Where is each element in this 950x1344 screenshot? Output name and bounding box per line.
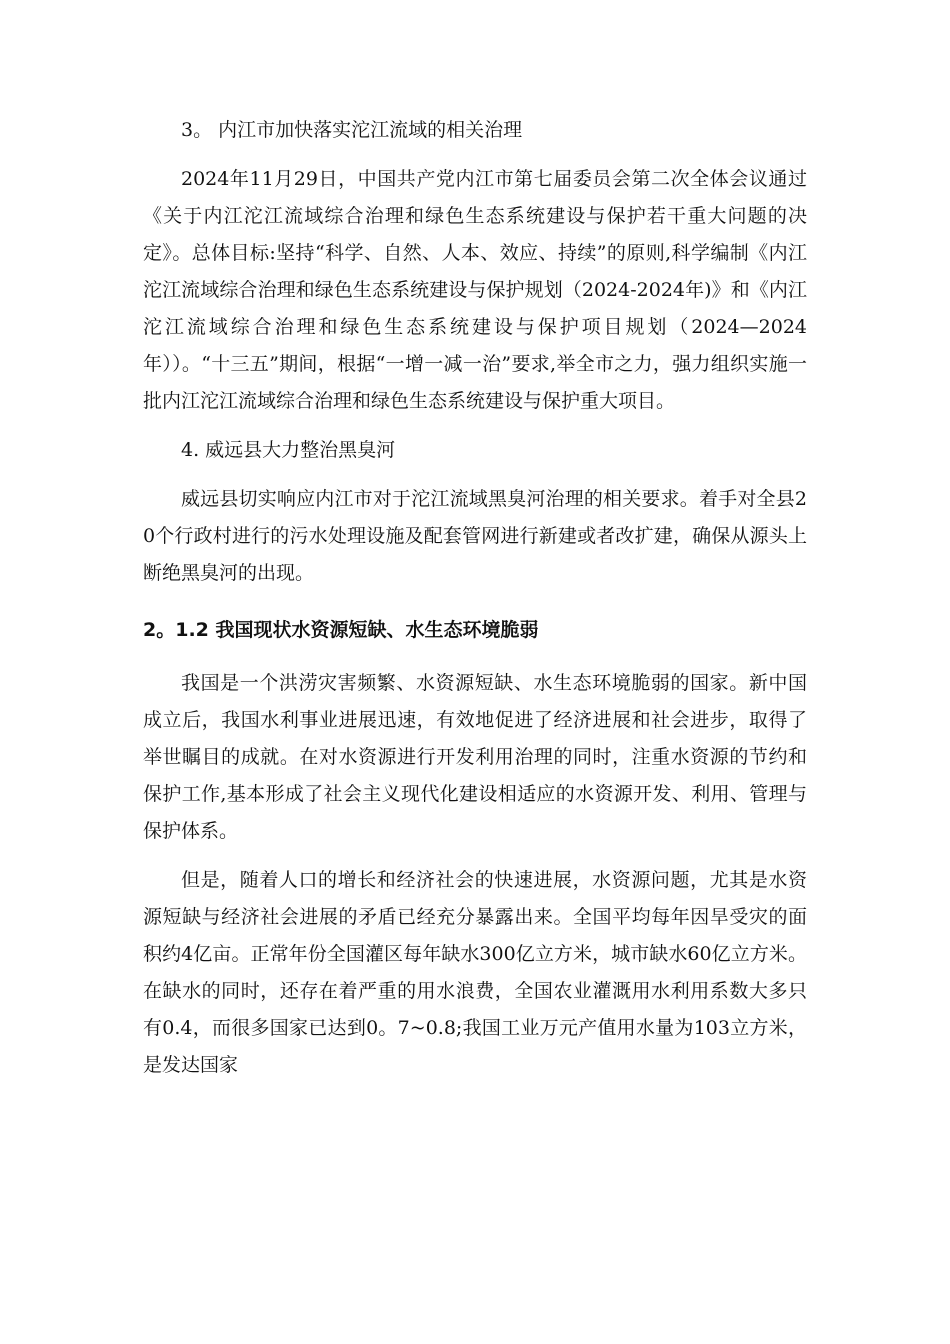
spacer xyxy=(143,469,807,481)
spacer xyxy=(143,592,807,612)
spacer xyxy=(143,850,807,862)
spacer xyxy=(143,420,807,432)
spacer xyxy=(143,649,807,665)
section-paragraph-2: 但是，随着人口的增长和经济社会的快速进展，水资源问题，尤其是水资源短缺与经济社会进展的矛盾已经充分暴露出来。全国平均每年因旱受灾的面积约4亿亩。正常年份全国灌区每年缺水300亿立方米，城市缺水60亿立方米。在缺水的同时，还存在着严重的用水浪费，全国农业灌溉用水利用系数大多只有0.4，而很多国家已达到0。7~0.8;我国工业万元产值用水量为103立方米，是发达国家 xyxy=(143,869,807,1076)
item-3-paragraph: 2024年11月29日，中国共产党内江市第七届委员会第二次全体会议通过《关于内江沱江流域综合治理和绿色生态系统建设与保护若干重大问题的决定》。总体目标:坚持“科学、自然、人本、效应、持续”的原则,科学编制《内江沱江流域综合治理和绿色生态系统建设与保护规划（2024-2024年)》和《内江沱江流域综合治理和绿色生态系统建设与保护项目规划（2024—2024年））。“十三五”期间，根据“一增一减一治”要求,举全市之力，强力组织实施一批内江沱江流域综合治理和绿色生态系统建设与保护重大项目。 xyxy=(143,168,807,412)
section-heading: 2。1.2 我国现状水资源短缺、水生态环境脆弱 xyxy=(143,619,539,641)
item-4-paragraph: 威远县切实响应内江市对于沱江流域黑臭河治理的相关要求。着手对全县20个行政村进行的污水处理设施及配套管网进行新建或者改扩建，确保从源头上断绝黑臭河的出现。 xyxy=(143,488,807,584)
document-body xyxy=(143,112,807,1084)
item-3-title: 3。 内江市加快落实沱江流域的相关治理 xyxy=(181,119,523,141)
item-4-title: 4. 威远县大力整治黑臭河 xyxy=(181,439,396,461)
spacer xyxy=(143,149,807,161)
section-paragraph-1: 我国是一个洪涝灾害频繁、水资源短缺、水生态环境脆弱的国家。新中国成立后，我国水利事业进展迅速，有效地促进了经济进展和社会进步，取得了举世瞩目的成就。在对水资源进行开发利用治理的同时，注重水资源的节约和保护工作,基本形成了社会主义现代化建设相适应的水资源开发、利用、管理与保护体系。 xyxy=(143,672,807,842)
